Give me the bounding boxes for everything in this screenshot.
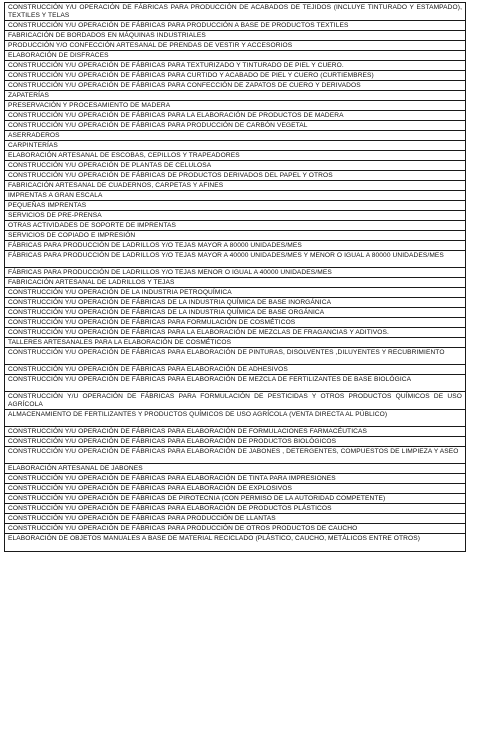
table-row: CONSTRUCCIÓN Y/U OPERACIÓN DE FÁBRICAS PARA FORMULACIÓN DE PESTICIDAS Y OTROS PRODUCTOS QUÍMICOS DE USO AGRÍCOLA — [5, 392, 465, 410]
table-row: CONSTRUCCIÓN Y/U OPERACIÓN DE FÁBRICAS PARA CONFECCIÓN DE ZAPATOS DE CUERO Y DERIVADOS — [5, 81, 465, 91]
table-row: ASERRADEROS — [5, 131, 465, 141]
table-row: FÁBRICAS PARA PRODUCCIÓN DE LADRILLOS Y/O TEJAS MAYOR A 80000 UNIDADES/MES — [5, 241, 465, 251]
table-row: CONSTRUCCIÓN Y/U OPERACIÓN DE FÁBRICAS PARA PRODUCCIÓN DE LLANTAS — [5, 514, 465, 524]
table-row: ZAPATERÍAS — [5, 91, 465, 101]
table-row: CONSTRUCCIÓN Y/U OPERACIÓN DE FÁBRICAS PARA ELABORACIÓN DE PRODUCTOS BIOLÓGICOS — [5, 437, 465, 447]
table-row: ELABORACIÓN DE OBJETOS MANUALES A BASE DE MATERIAL RECICLADO (PLÁSTICO, CAUCHO, METÁLICOS ENTRE OTROS) — [8, 535, 421, 542]
table-row: CONSTRUCCIÓN Y/U OPERACIÓN DE FÁBRICAS DE LA INDUSTRIA QUÍMICA DE BASE INORGÁNICA — [5, 298, 465, 308]
table-row: CONSTRUCCIÓN Y/U OPERACIÓN DE FÁBRICAS DE LA INDUSTRIA QUÍMICA DE BASE ORGÁNICA — [5, 308, 465, 318]
table-row: ELABORACIÓN ARTESANAL DE JABONES — [5, 464, 465, 474]
table-row: CONSTRUCCIÓN Y/U OPERACIÓN DE FÁBRICAS PARA TEXTURIZADO Y TINTURADO DE PIEL Y CUERO. — [5, 61, 465, 71]
table-row: PRODUCCIÓN Y/O CONFECCIÓN ARTESANAL DE PRENDAS DE VESTIR Y ACCESORIOS — [5, 41, 465, 51]
table-row: CONSTRUCCIÓN Y/U OPERACIÓN DE FÁBRICAS PARA LA ELABORACIÓN DE PRODUCTOS DE MADERA — [5, 111, 465, 121]
table-row: ALMACENAMIENTO DE FERTILIZANTES Y PRODUCTOS QUÍMICOS DE USO AGRÍCOLA (VENTA DIRECTA AL PÚBLICO) — [5, 410, 465, 427]
table-row: CONSTRUCCIÓN Y/U OPERACIÓN DE FÁBRICAS PARA ELABORACIÓN DE EXPLOSIVOS — [5, 484, 465, 494]
table-row: ELABORACIÓN DE DISFRACES — [5, 51, 465, 61]
table-row: CONSTRUCCIÓN Y/U OPERACIÓN DE FÁBRICAS PARA PRODUCCIÓN DE CARBÓN VEGETAL — [5, 121, 465, 131]
table-row: CONSTRUCCIÓN Y/U OPERACIÓN DE FÁBRICAS PARA FORMULACIÓN DE COSMÉTICOS — [5, 318, 465, 328]
table-row: CONSTRUCCIÓN Y/U OPERACIÓN DE FÁBRICAS PARA ELABORACIÓN DE TINTA PARA IMPRESIONES — [5, 474, 465, 484]
table-row: ELABORACIÓN ARTESANAL DE ESCOBAS, CEPILLOS Y TRAPEADORES — [5, 151, 465, 161]
table-row: SERVICIOS DE COPIADO E IMPRESIÓN — [5, 231, 465, 241]
table-row: FABRICACIÓN DE BORDADOS EN MÁQUINAS INDUSTRIALES — [5, 31, 465, 41]
table-row: CONSTRUCCIÓN Y/U OPERACIÓN DE FÁBRICAS PARA PRODUCCIÓN DE OTROS PRODUCTOS DE CAUCHO — [5, 524, 465, 534]
table-row: PEQUEÑAS IMPRENTAS — [5, 201, 465, 211]
table-row: FABRICACIÓN ARTESANAL DE LADRILLOS Y TEJAS — [5, 278, 465, 288]
table-row: TALLERES ARTESANALES PARA LA ELABORACIÓN DE COSMÉTICOS — [5, 338, 465, 348]
table-row: CONSTRUCCIÓN Y/U OPERACIÓN DE FÁBRICAS PARA ELABORACIÓN DE JABONES , DETERGENTES, COMPUESTOS DE LIMPIEZA Y ASEO — [5, 447, 465, 464]
table-row: CONSTRUCCIÓN Y/U OPERACIÓN DE FÁBRICAS PARA ELABORACIÓN DE MEZCLA DE FERTILIZANTES DE BASE BIOLÓGICA — [5, 375, 465, 392]
table-row: SERVICIOS DE PRE-PRENSA — [5, 211, 465, 221]
table-row: FABRICACIÓN ARTESANAL DE CUADERNOS, CARPETAS Y AFINES — [5, 181, 465, 191]
table-row: CONSTRUCCIÓN Y/U OPERACIÓN DE FÁBRICAS PARA CURTIDO Y ACABADO DE PIEL Y CUERO (CURTIEMBRES) — [5, 71, 465, 81]
table-row: IMPRENTAS A GRAN ESCALA — [5, 191, 465, 201]
table-row: CONSTRUCCIÓN Y/U OPERACIÓN DE LA INDUSTRIA PETROQUÍMICA — [5, 288, 465, 298]
table-row: CONSTRUCCIÓN Y/U OPERACIÓN DE FÁBRICAS PARA PRODUCCIÓN DE ACABADOS DE TEJIDOS (INCLUYE TINTURADO Y ESTAMPADO), TEXTILES Y TELAS — [5, 3, 465, 21]
table-row: CONSTRUCCIÓN Y/U OPERACIÓN DE FÁBRICAS DE PRODUCTOS DERIVADOS DEL PAPEL Y OTROS — [5, 171, 465, 181]
table-row: CONSTRUCCIÓN Y/U OPERACIÓN DE PLANTAS DE CELULOSA — [5, 161, 465, 171]
activities-table — [4, 2, 466, 552]
table-row: FÁBRICAS PARA PRODUCCIÓN DE LADRILLOS Y/O TEJAS MAYOR A 40000 UNIDADES/MES Y MENOR O IGUAL A 80000 UNIDADES/MES — [5, 251, 465, 268]
table-row: CONSTRUCCIÓN Y/U OPERACIÓN DE FÁBRICAS PARA ELABORACIÓN DE PINTURAS, DISOLVENTES ,DILUYENTES Y RECUBRIMIENTO — [5, 348, 465, 365]
table-row: CONSTRUCCIÓN Y/U OPERACIÓN DE FÁBRICAS PARA ELABORACIÓN DE FORMULACIONES FARMACÉUTICAS — [5, 427, 465, 437]
table-row: CONSTRUCCIÓN Y/U OPERACIÓN DE FÁBRICAS PARA LA ELABORACIÓN DE MEZCLAS DE FRAGANCIAS Y ADITIVOS. — [5, 328, 465, 338]
table-row: OTRAS ACTIVIDADES DE SOPORTE DE IMPRENTAS — [5, 221, 465, 231]
table-row: CONSTRUCCIÓN Y/U OPERACIÓN DE FÁBRICAS DE PIROTECNIA (CON PERMISO DE LA AUTORIDAD COMPETENTE) — [5, 494, 465, 504]
table-row: PRESERVACIÓN Y PROCESAMIENTO DE MADERA — [5, 101, 465, 111]
table-row: FÁBRICAS PARA PRODUCCIÓN DE LADRILLOS Y/O TEJAS MENOR O IGUAL A 40000 UNIDADES/MES — [5, 268, 465, 278]
table-row: CONSTRUCCIÓN Y/U OPERACIÓN DE FÁBRICAS PARA ELABORACIÓN DE PRODUCTOS PLÁSTICOS — [5, 504, 465, 514]
table-row: CARPINTERÍAS — [5, 141, 465, 151]
table-row: CONSTRUCCIÓN Y/U OPERACIÓN DE FÁBRICAS PARA PRODUCCIÓN A BASE DE PRODUCTOS TEXTILES — [5, 21, 465, 31]
table-row: CONSTRUCCIÓN Y/U OPERACIÓN DE FÁBRICAS PARA ELABORACIÓN DE ADHESIVOS — [5, 365, 465, 375]
